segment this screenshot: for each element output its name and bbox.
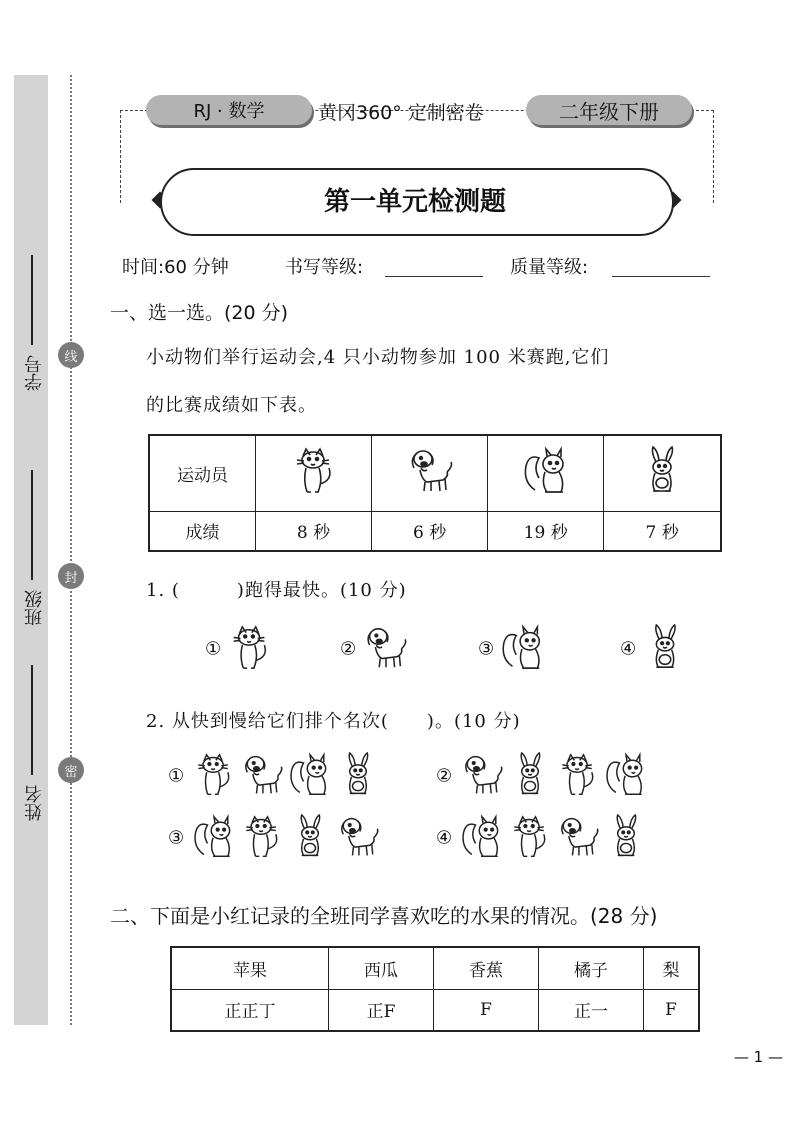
tally-cell: F bbox=[644, 989, 700, 1031]
squirrel-icon bbox=[287, 752, 333, 802]
option-mark: ① bbox=[205, 638, 222, 660]
question2: 2. 从快到慢给它们排个名次( )。(10 分) bbox=[146, 711, 521, 732]
rabbit-icon bbox=[335, 752, 381, 802]
fruit-header: 香蕉 bbox=[434, 947, 539, 989]
score-cell: 7 秒 bbox=[604, 511, 721, 551]
cut-line bbox=[70, 75, 72, 1025]
brand-text: 黄冈360° 定制密卷 bbox=[318, 102, 484, 124]
squirrel-icon bbox=[521, 446, 571, 501]
athlete-dog-cell bbox=[372, 435, 488, 511]
athlete-header: 运动员 bbox=[149, 435, 256, 511]
rabbit-icon bbox=[637, 446, 687, 501]
q2-option-c[interactable] bbox=[168, 814, 381, 864]
cat-icon bbox=[226, 624, 274, 676]
section1-heading: 一、选一选。(20 分) bbox=[110, 302, 289, 324]
score-cell: 19 秒 bbox=[488, 511, 604, 551]
quality-grade-blank[interactable] bbox=[612, 276, 710, 277]
dog-icon bbox=[361, 624, 409, 676]
rabbit-icon bbox=[507, 752, 553, 802]
cat-icon bbox=[239, 814, 285, 864]
rabbit-icon bbox=[287, 814, 333, 864]
score-cell: 6 秒 bbox=[372, 511, 488, 551]
option-mark: ② bbox=[340, 638, 357, 660]
grade-pill: 二年级下册 bbox=[526, 95, 692, 125]
section1-intro-line2: 的比赛成绩如下表。 bbox=[146, 395, 317, 416]
page-number: — 1 — bbox=[733, 1048, 783, 1066]
section2-heading: 二、下面是小红记录的全班同学喜欢吃的水果的情况。(28 分) bbox=[110, 904, 658, 928]
athlete-squirrel-cell bbox=[488, 435, 604, 511]
section1-intro-line1: 小动物们举行运动会,4 只小动物参加 100 米赛跑,它们 bbox=[146, 347, 610, 368]
q2-option-d[interactable] bbox=[436, 814, 649, 864]
table-row bbox=[149, 511, 721, 551]
dog-icon bbox=[239, 752, 285, 802]
squirrel-icon bbox=[191, 814, 237, 864]
fruit-header: 西瓜 bbox=[329, 947, 434, 989]
page-title: 第一单元检测题 bbox=[323, 187, 506, 217]
fruit-header: 苹果 bbox=[171, 947, 329, 989]
tally-cell: 正一 bbox=[539, 989, 644, 1031]
dog-icon bbox=[555, 814, 601, 864]
dog-icon bbox=[335, 814, 381, 864]
score-header: 成绩 bbox=[149, 511, 256, 551]
animal-sequence bbox=[189, 767, 381, 786]
option-mark: ④ bbox=[620, 638, 637, 660]
athlete-cat-cell bbox=[256, 435, 372, 511]
dog-icon bbox=[459, 752, 505, 802]
cat-icon bbox=[507, 814, 553, 864]
score-cell: 8 秒 bbox=[256, 511, 372, 551]
q1-option-c[interactable] bbox=[478, 624, 547, 676]
seal-seal-mark: 封 bbox=[58, 563, 84, 589]
q1-option-d[interactable] bbox=[620, 624, 689, 676]
animal-sequence bbox=[189, 829, 381, 848]
cat-icon bbox=[191, 752, 237, 802]
name-line bbox=[31, 665, 33, 775]
cat-icon bbox=[555, 752, 601, 802]
option-mark: ③ bbox=[168, 827, 185, 849]
fruit-tally-table bbox=[170, 946, 700, 1032]
option-mark: ② bbox=[436, 765, 453, 787]
athlete-rabbit-cell bbox=[604, 435, 721, 511]
seal-line-mark: 线 bbox=[58, 342, 84, 368]
q2-option-a[interactable] bbox=[168, 752, 381, 802]
table-row bbox=[171, 947, 699, 989]
tally-cell: 正正丁 bbox=[171, 989, 329, 1031]
class-line bbox=[31, 470, 33, 580]
name-label: 姓名 bbox=[24, 785, 45, 821]
squirrel-icon bbox=[459, 814, 505, 864]
tally-cell: F bbox=[434, 989, 539, 1031]
time-limit: 时间:60 分钟 bbox=[122, 257, 229, 278]
rabbit-icon bbox=[641, 624, 689, 676]
question1: 1. ( )跑得最快。(10 分) bbox=[146, 580, 407, 601]
q1-option-b[interactable] bbox=[340, 624, 409, 676]
option-mark: ① bbox=[168, 765, 185, 787]
writing-grade-blank[interactable] bbox=[385, 276, 483, 277]
squirrel-icon bbox=[499, 624, 547, 676]
option-mark: ③ bbox=[478, 638, 495, 660]
table-row bbox=[149, 435, 721, 511]
q1-option-a[interactable] bbox=[205, 624, 274, 676]
squirrel-icon bbox=[603, 752, 649, 802]
student-id-line bbox=[31, 255, 33, 345]
fruit-header: 橘子 bbox=[539, 947, 644, 989]
cat-icon bbox=[289, 446, 339, 501]
subject-pill: RJ · 数学 bbox=[146, 95, 312, 125]
writing-grade-label: 书写等级: bbox=[285, 257, 364, 278]
rabbit-icon bbox=[603, 814, 649, 864]
fruit-header: 梨 bbox=[644, 947, 700, 989]
option-mark: ④ bbox=[436, 827, 453, 849]
q2-option-b[interactable] bbox=[436, 752, 649, 802]
table-row bbox=[171, 989, 699, 1031]
seal-dense-mark: 密 bbox=[58, 757, 84, 783]
class-label: 班级 bbox=[24, 590, 45, 626]
animal-sequence bbox=[457, 767, 649, 786]
animal-sequence bbox=[457, 829, 649, 848]
tally-cell: 正F bbox=[329, 989, 434, 1031]
quality-grade-label: 质量等级: bbox=[510, 257, 589, 278]
dog-icon bbox=[405, 446, 455, 501]
race-results-table bbox=[148, 434, 722, 552]
student-id-label: 学号 bbox=[24, 355, 45, 391]
